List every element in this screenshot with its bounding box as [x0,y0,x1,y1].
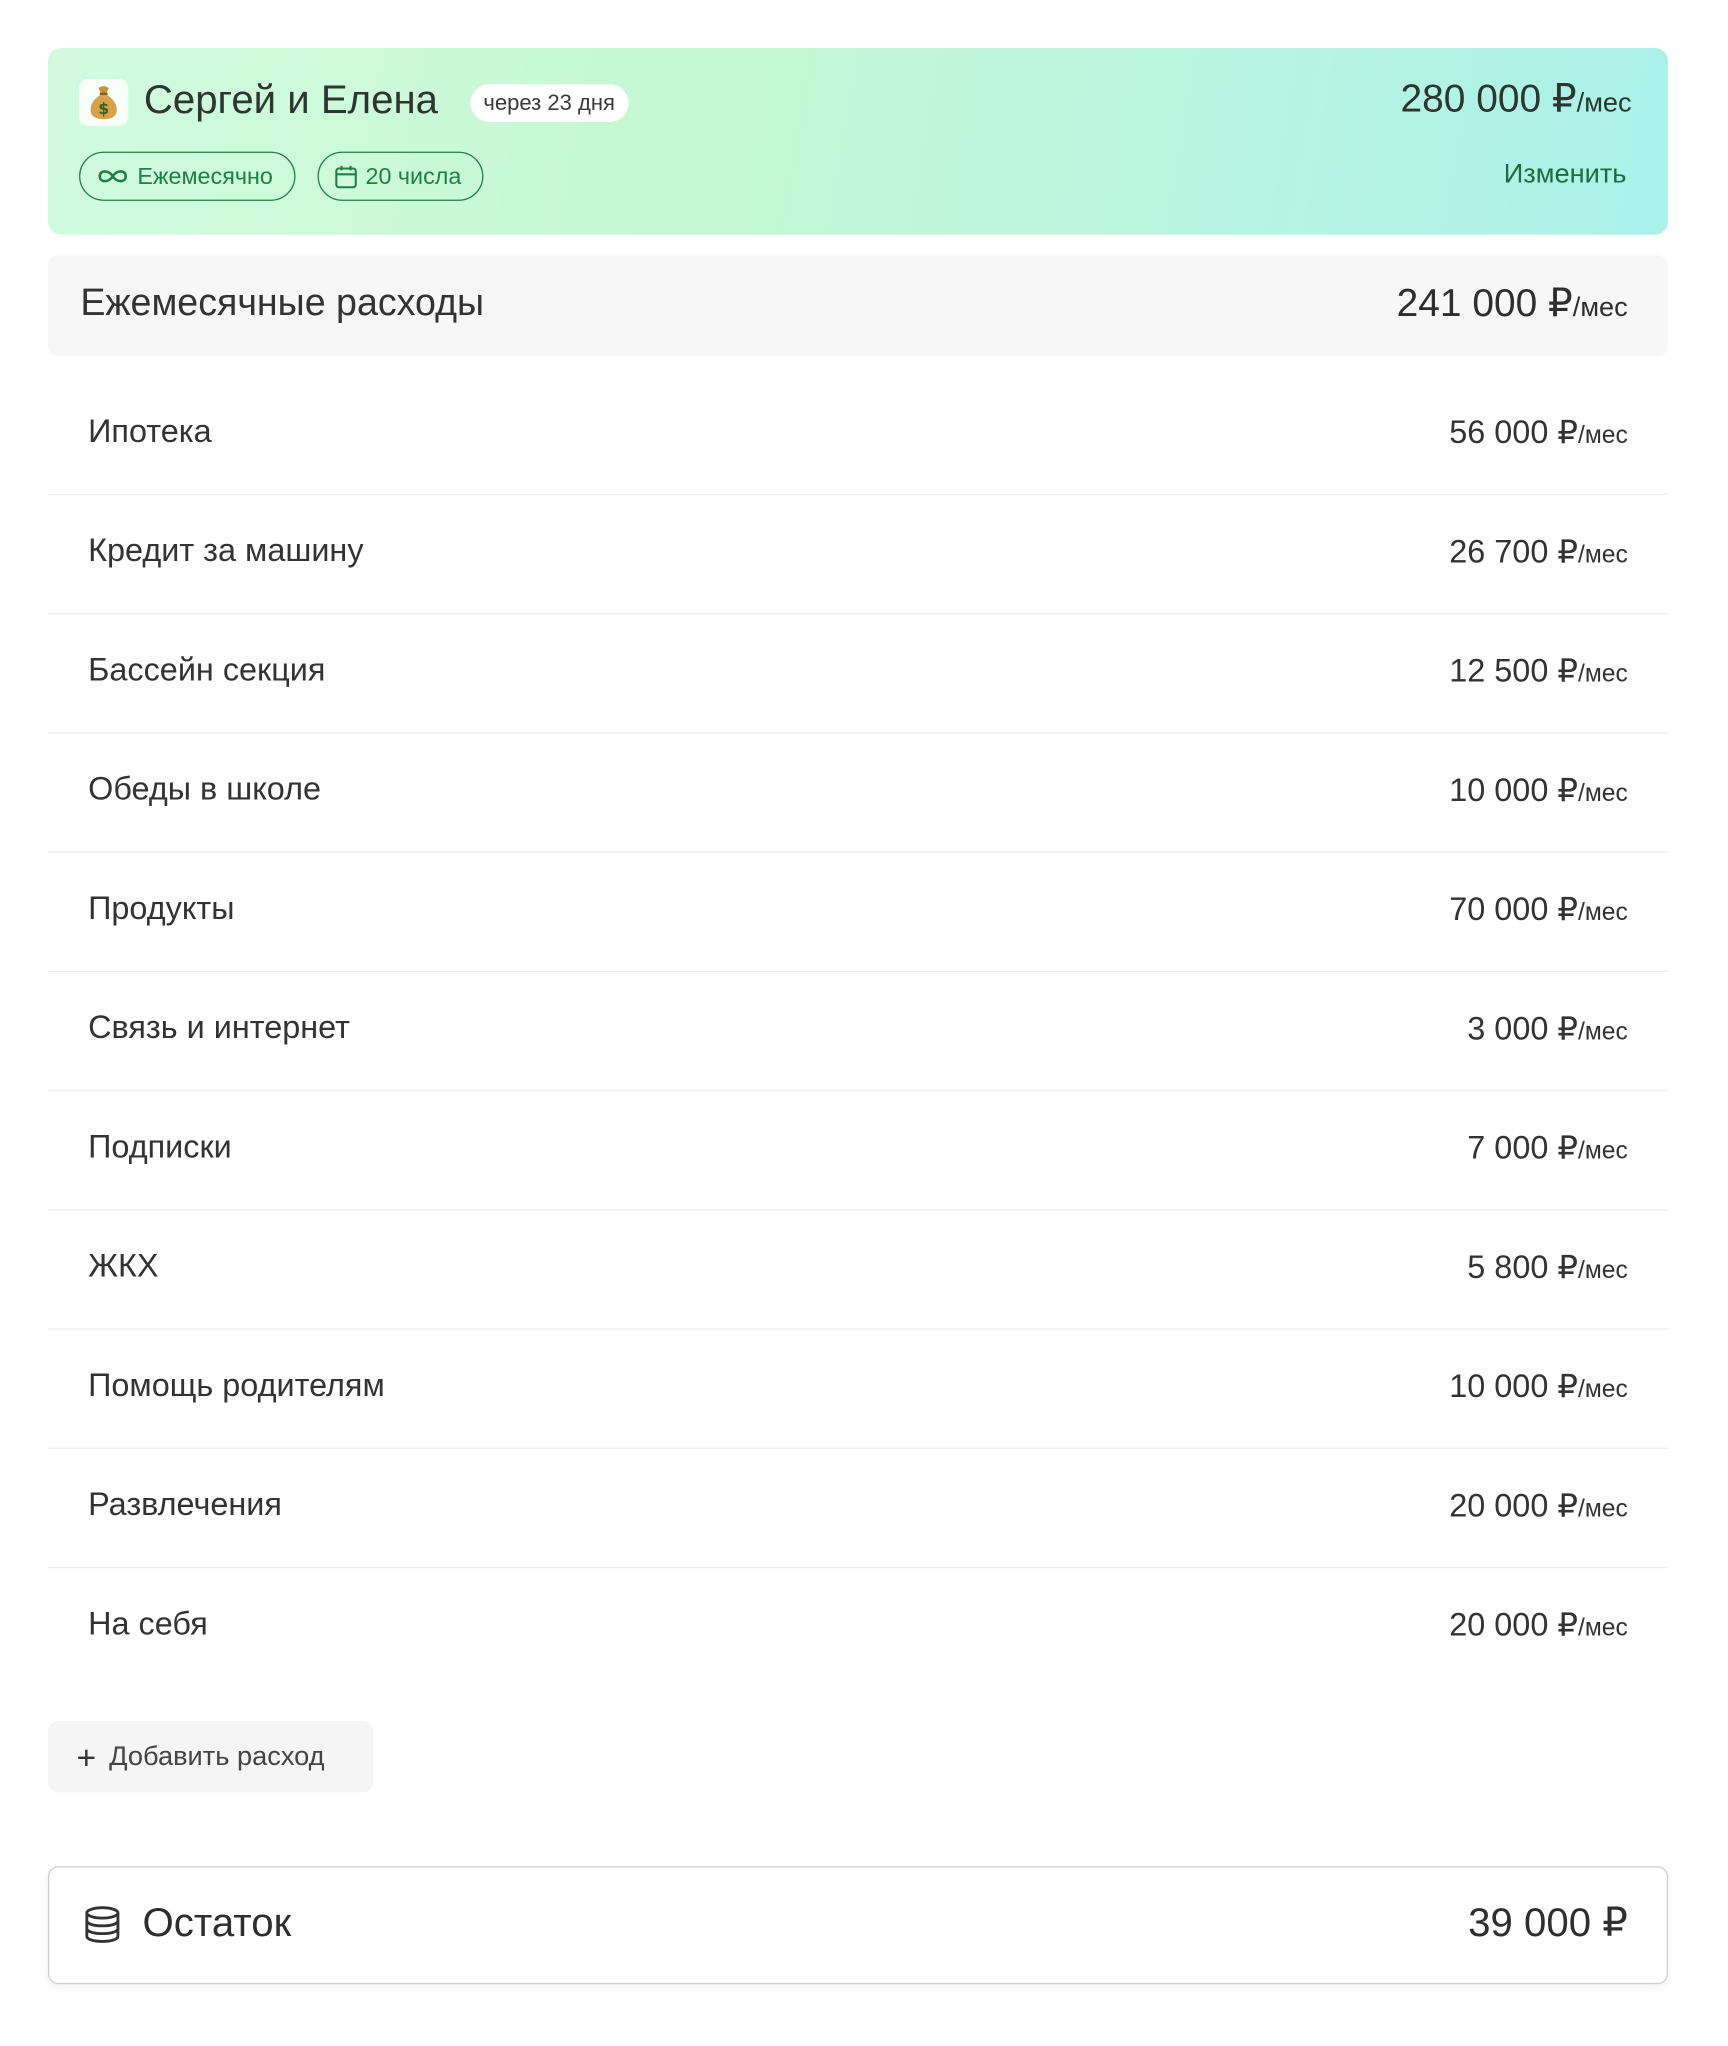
expense-name: Бассейн секция [88,651,326,689]
expense-amount-unit: /мес [1577,1257,1628,1285]
expense-amount [1449,1606,1628,1645]
money-bag-icon [79,79,128,126]
add-expense-button[interactable] [48,1721,373,1792]
expense-amount-unit: /мес [1577,422,1628,450]
expenses-title: Ежемесячные расходы [80,282,485,324]
expense-amount [1449,1487,1628,1526]
income-amount-unit: /мес [1576,88,1632,118]
expense-row[interactable] [48,1210,1668,1329]
expense-amount [1467,1248,1628,1287]
expense-amount [1449,890,1628,929]
expense-row[interactable] [48,1330,1668,1449]
expense-amount-unit: /мес [1577,541,1628,569]
day-chip-label: 20 числа [365,162,462,189]
expense-amount [1449,413,1628,452]
expense-amount-unit: /мес [1577,660,1628,689]
calendar-icon [334,164,357,189]
expense-amount [1449,1367,1628,1406]
expense-name: Развлечения [88,1486,282,1523]
income-amount [1401,76,1632,121]
expense-row[interactable] [48,972,1668,1091]
expense-name: Ипотека [88,413,212,450]
expense-name: Подписки [88,1128,232,1166]
remainder-label: Остаток [142,1899,292,1946]
expense-amount [1449,771,1628,810]
expense-amount-value: 20 000 ₽ [1449,1607,1578,1644]
expense-row[interactable] [48,376,1668,495]
expenses-total-unit: /мес [1572,292,1628,323]
expense-name: Продукты [88,890,235,927]
add-expense-label: Добавить расход [109,1741,325,1771]
expense-row[interactable] [48,495,1668,614]
expense-amount-value: 20 000 ₽ [1449,1487,1578,1525]
expense-amount [1449,652,1628,691]
frequency-chip-label: Ежемесячно [137,162,273,189]
expense-row[interactable] [48,853,1668,972]
expense-amount-unit: /мес [1577,899,1628,927]
expense-name: Кредит за машину [88,532,364,569]
frequency-chip[interactable] [79,152,295,201]
expense-amount-unit: /мес [1577,1376,1628,1404]
expenses-total-value: 241 000 ₽ [1396,282,1573,326]
plus-icon: + [76,1737,97,1777]
expense-amount-value: 70 000 ₽ [1449,891,1578,928]
expense-amount-value: 56 000 ₽ [1449,414,1578,452]
infinity-icon [96,167,130,185]
expense-amount [1449,533,1628,572]
income-amount-value: 280 000 ₽ [1400,77,1577,121]
remainder-card [48,1866,1668,1984]
expense-name: Помощь родителям [88,1367,385,1404]
expense-row[interactable] [48,734,1668,853]
expense-name: Связь и интернет [88,1009,350,1046]
edit-income-link[interactable]: Изменить [1503,159,1627,190]
expense-amount-unit: /мес [1577,1495,1628,1523]
expense-name: ЖКХ [88,1248,159,1285]
expense-amount-unit: /мес [1577,780,1628,808]
expenses-total [1397,281,1628,326]
expense-name: На себя [88,1605,208,1643]
expense-row[interactable] [48,1449,1668,1568]
expense-row[interactable] [48,1091,1668,1210]
expense-amount-value: 26 700 ₽ [1449,533,1578,571]
expense-amount-value: 12 500 ₽ [1449,653,1578,690]
expense-amount-value: 7 000 ₽ [1467,1130,1578,1167]
database-icon [83,1905,122,1950]
expense-amount-unit: /мес [1577,1137,1628,1166]
expense-amount-value: 5 800 ₽ [1467,1249,1578,1286]
expense-amount [1467,1129,1628,1168]
expense-amount-value: 10 000 ₽ [1449,772,1578,809]
expense-amount-value: 3 000 ₽ [1467,1010,1578,1048]
income-title: Сергей и Елена [143,76,439,122]
remainder-amount: 39 000 ₽ [1468,1899,1628,1946]
income-card [48,48,1668,235]
expenses-header [48,255,1668,356]
expense-name: Обеды в школе [88,771,322,808]
due-badge: через 23 дня [470,84,627,122]
expense-amount-unit: /мес [1577,1614,1628,1643]
svg-text:$: $ [98,100,110,119]
day-chip[interactable] [318,152,484,201]
expense-list [48,376,1668,1686]
expense-row[interactable] [48,614,1668,733]
expense-amount-unit: /мес [1577,1018,1628,1046]
expense-amount [1467,1010,1628,1049]
expense-row[interactable] [48,1568,1668,1686]
expense-amount-value: 10 000 ₽ [1449,1368,1578,1405]
